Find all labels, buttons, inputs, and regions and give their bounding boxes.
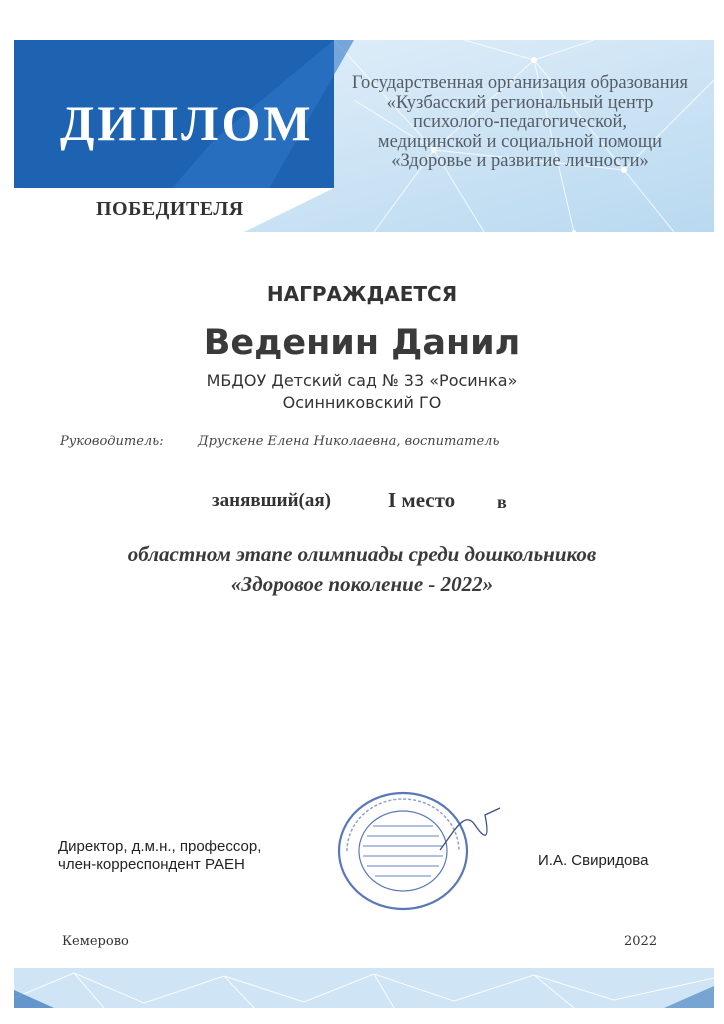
institution-line: Осинниковский ГО [282,393,442,412]
awarded-heading: НАГРАЖДАЕТСЯ [266,282,458,306]
institution-line: МБДОУ Детский сад № 33 «Росинка» [206,371,518,390]
organization-line: психолого-педагогической, [413,112,627,132]
in-label: в [497,492,507,512]
diploma-title: ДИПЛОМ [60,95,314,151]
organization-line: медицинской и социальной помощи [377,131,663,152]
leader-label: Руководитель: [60,434,164,449]
organization-line: «Кузбасский региональный центр [386,92,654,113]
event-line: областном этапе олимпиады среди дошкольников [127,542,597,566]
year: 2022 [624,934,658,949]
place-value: I место [388,488,456,512]
organization-line: Государственная организация образования [351,73,689,93]
director-line: член-корреспондент РАЕН [58,856,245,873]
organization-name [330,74,710,172]
footer-band [14,968,714,1008]
organization-line: «Здоровье и развитие личности» [391,151,649,171]
recipient-name: Веденин Данил [203,323,521,363]
diploma-subtitle: ПОБЕДИТЕЛЯ [96,198,244,220]
event-name: «Здоровое поколение - 2022» [230,572,494,596]
leader-value: Друскене Елена Николаевна, воспитатель [198,434,500,449]
took-label: занявший(ая) [212,490,331,511]
signer-name: И.А. Свиридова [538,852,649,869]
city: Кемерово [62,934,129,949]
director-line: Директор, д.м.н., профессор, [58,838,262,855]
institution [0,370,724,414]
signature [430,800,520,860]
director-title [58,838,261,874]
